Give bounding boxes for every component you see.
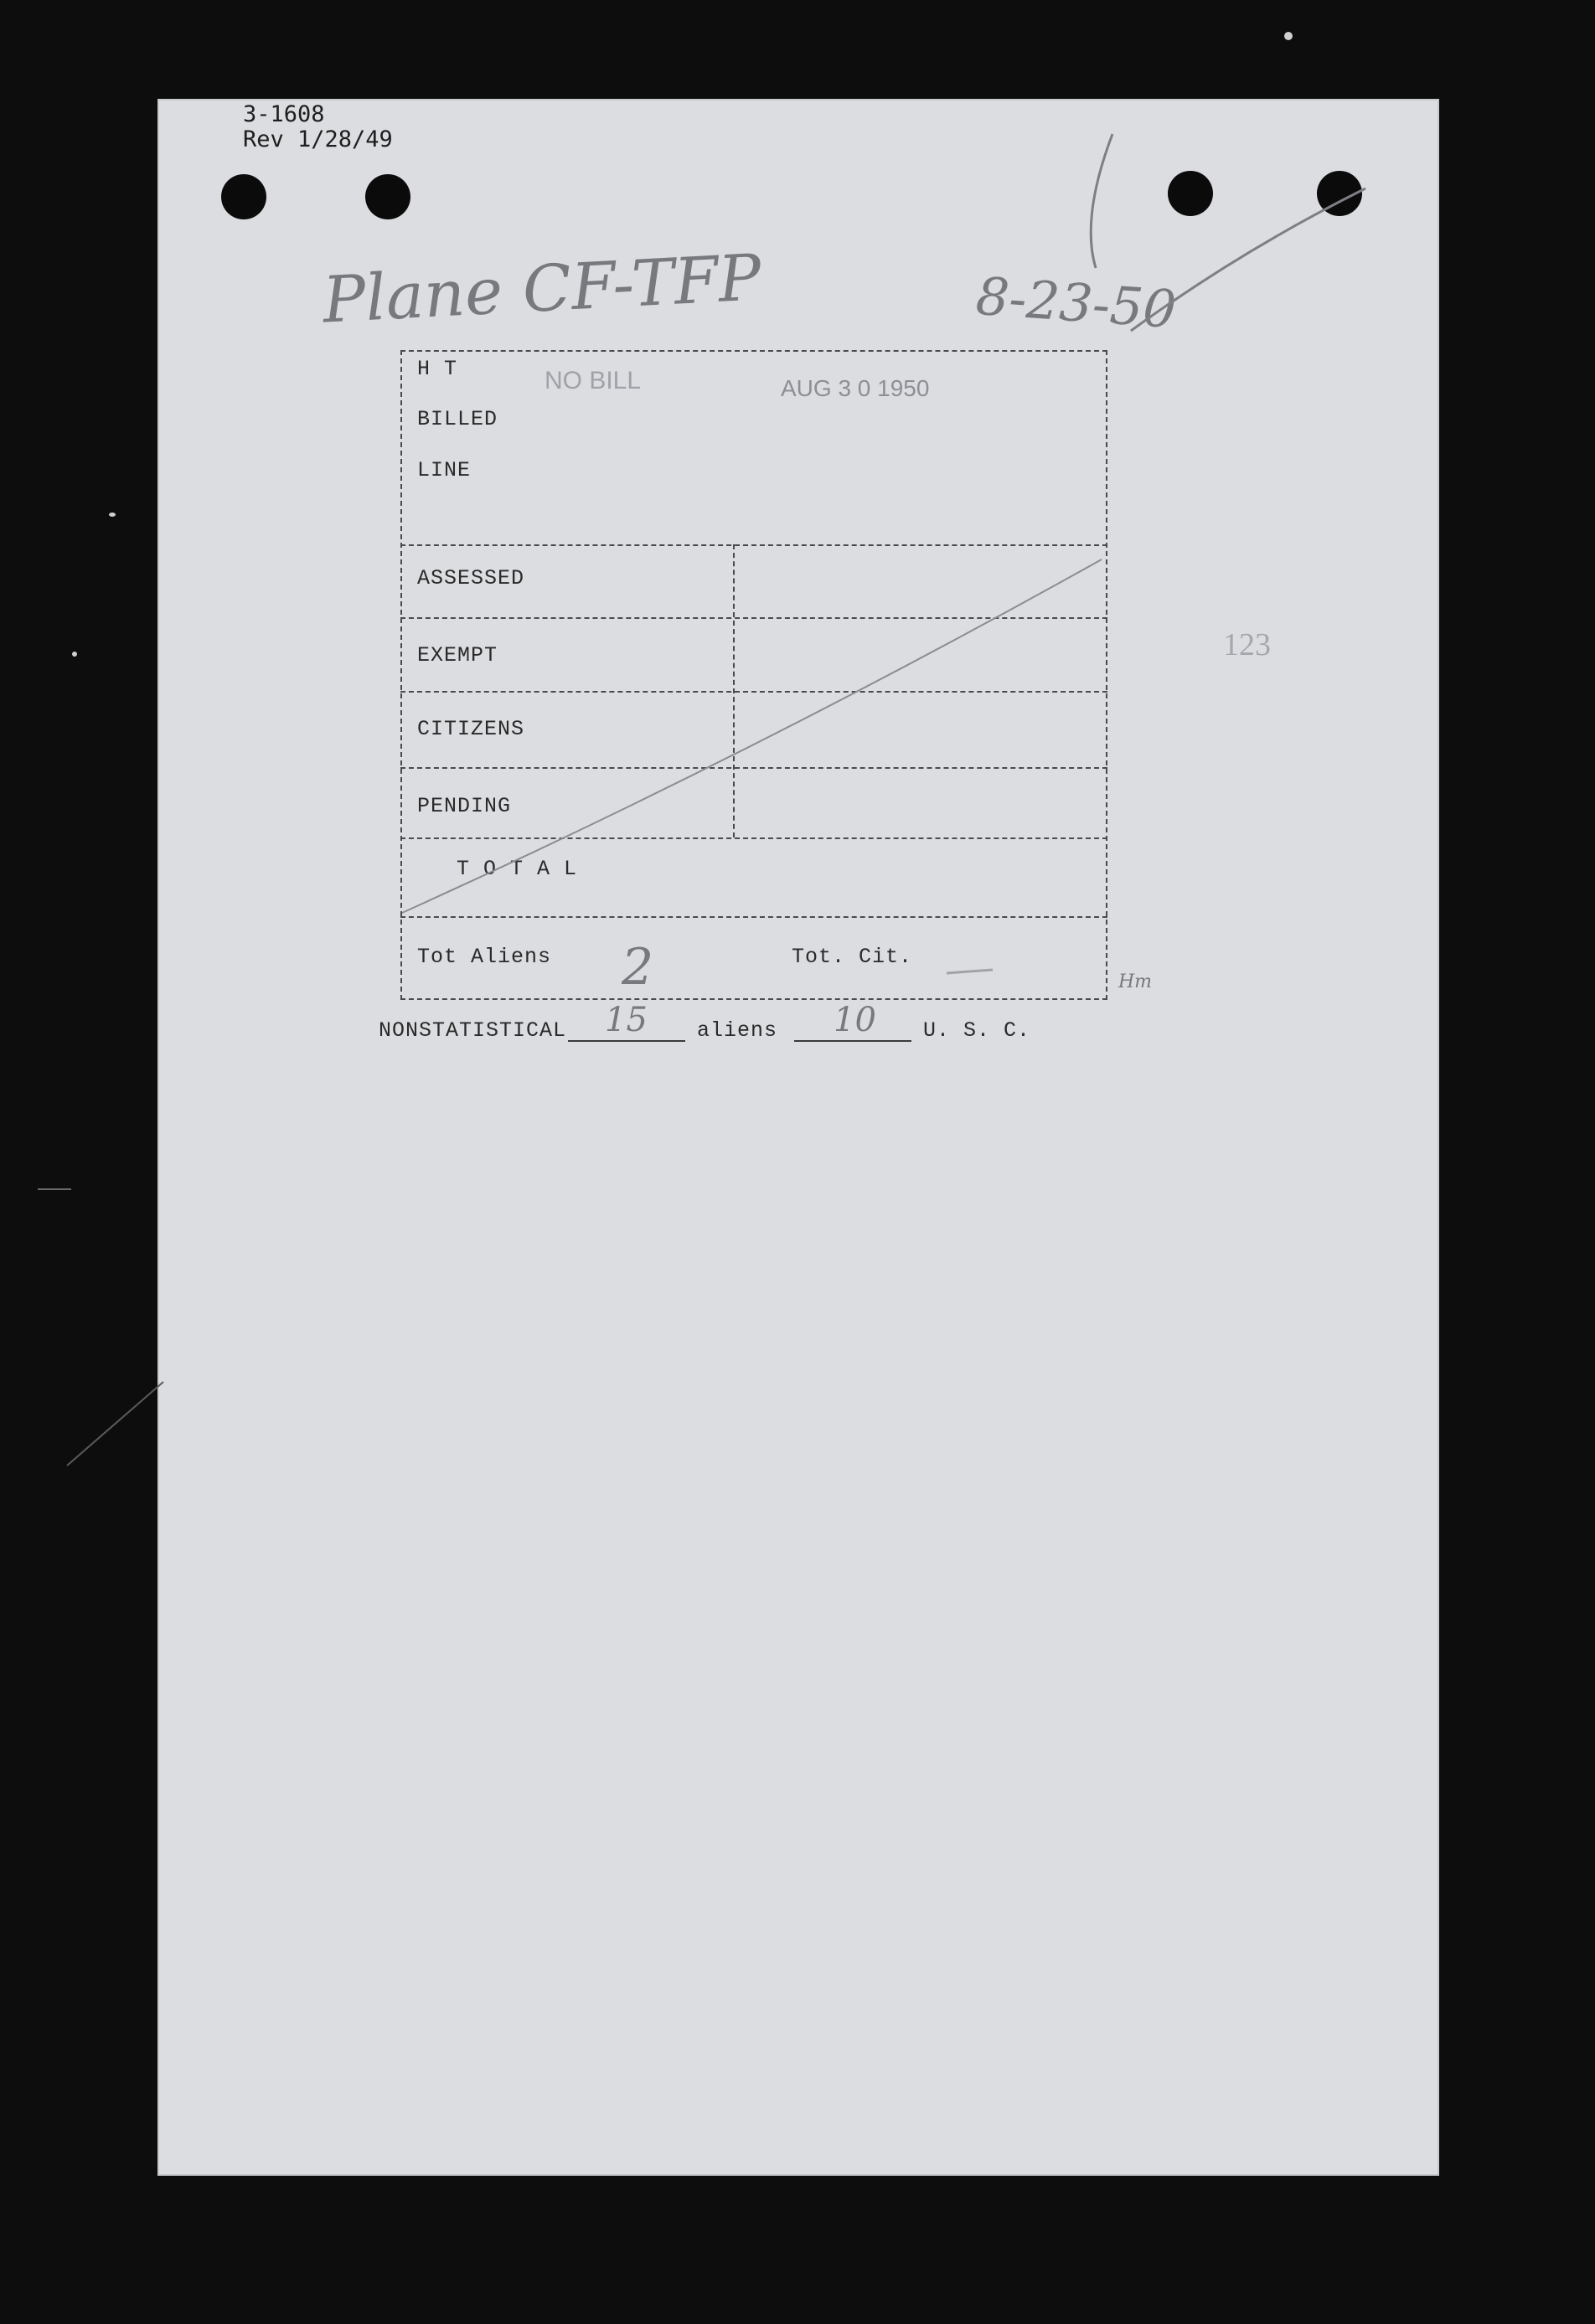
billed-label: BILLED [417,407,498,431]
scratch-mark [67,1382,163,1466]
page-number-stamp: 123 [1223,627,1271,662]
total-label: T O T A L [457,857,578,881]
handwritten-date: 8-23-50 [973,265,1179,341]
date-stamp: AUG 3 0 1950 [781,375,930,401]
pending-label: PENDING [417,794,512,818]
nonstatistical-usc-value: 10 [834,1001,876,1039]
assessed-label: ASSESSED [417,566,525,590]
nonstatistical-label: NONSTATISTICAL [379,1018,567,1043]
exempt-label: EXEMPT [417,643,498,667]
form-revision: Rev 1/28/49 [243,126,393,152]
nonstatistical-aliens-value: 15 [605,1001,648,1039]
form-number: 3-1608 [243,101,325,127]
handwritten-plane-id: Plane CF-TFP [321,240,763,338]
handwritten-initials: Hm [1118,971,1153,992]
tot-aliens-label: Tot Aliens [417,945,552,969]
ht-label: H T [417,357,458,381]
no-bill-stamp: NO BILL [545,367,642,394]
aliens-label: aliens [697,1018,778,1043]
diagonal-pen-line [402,559,1102,913]
check-stroke [1091,134,1365,331]
dash-mark [947,970,993,973]
tot-cit-label: Tot. Cit. [792,945,913,969]
citizens-label: CITIZENS [417,717,525,741]
tot-aliens-value: 2 [622,938,654,997]
usc-label: U. S. C. [923,1018,1031,1043]
line-label: LINE [417,458,472,482]
